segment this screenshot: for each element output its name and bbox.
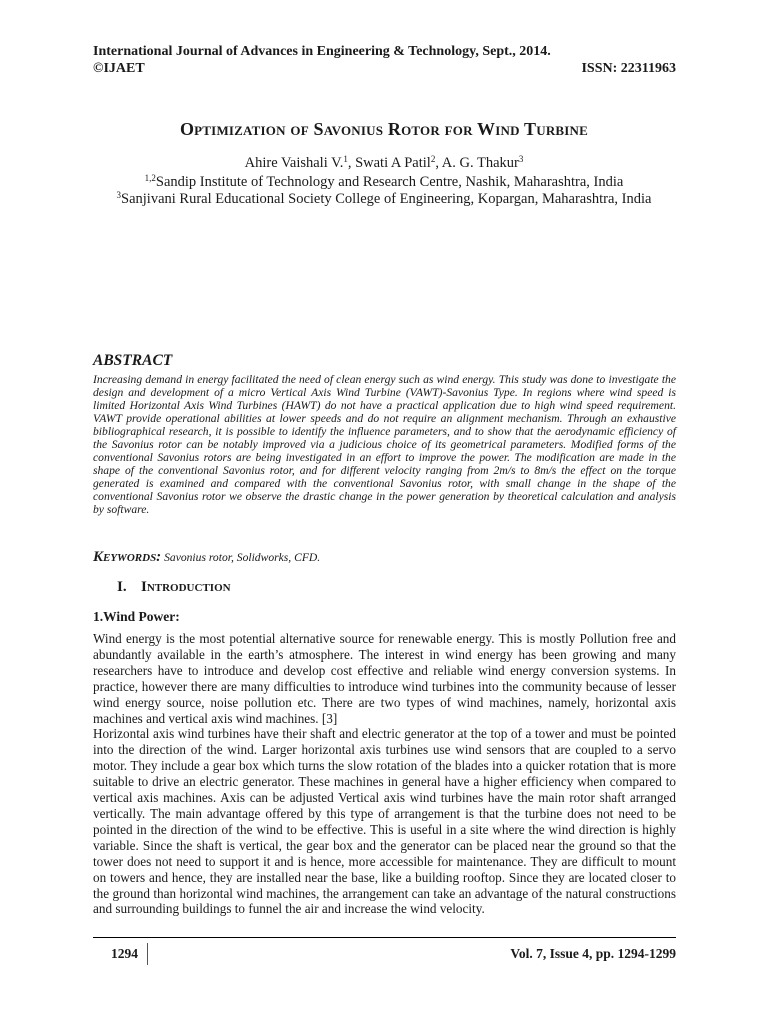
affiliation-marker: 3 [116,190,122,200]
author-affil-marker: 3 [518,154,524,164]
affiliation-text: Sandip Institute of Technology and Research Centre, Nashik, Maharashtra, India [155,174,624,190]
author-name: Swati A Patil [355,155,431,171]
author-affil-marker: 1 [343,154,348,164]
subsection-heading: 1.Wind Power: [93,609,180,624]
affiliation-text: Sanjivani Rural Educational Society College of Engineering, Kopargan, Maharashtra, India [121,191,652,207]
issn-label: ISSN: 22311963 [581,61,676,76]
footer-rule [93,937,676,938]
abstract-text: Increasing demand in energy facilitated the need of clean energy such as wind energy. This study was done to investigate the design and development of a micro Vertical Axis Wind Turbine (VAWT)-Savonius Type. In regions where wind speed is limited Horizontal Axis Wind Turbines (HAWT) do not have a practical application due to high wind speed requirement. VAWT provide operational abilities at lower speeds and do not require an alignment mechanism. Through an exhaustive bibliographical research, it is possible to identify the influence parameters, and to show that the aerodynamic efficiency of the Savonius rotor can be notably improved via a judicious choice of its geometrical parameters. Modified forms of the conventional Savonius rotors are being investigated in an effort to improve the power. The modification are made in the shape of the conventional Savonius rotor, and for different velocity ranging from 2m/s to 8m/s the effect on the torque generated is examined and compared with the conventional Savonius rotor, with small change in the shape of the conventional Savonius rotor we observe the drastic change in the power generation by theoretical calculation and analysis by software. [93,373,676,516]
affiliation-marker: 1,2 [144,173,156,183]
page-footer [93,945,676,965]
affiliation [0,191,768,208]
paragraph: Wind energy is the most potential alternative source for renewable energy. This is mostly Pollution free and abundantly available in the earth’s atmosphere. The interest in wind energy has been growing and many researchers have to introduce and develop cost effective and reliable wind energy conversion systems. In practice, however there are many difficulties to introduce wind turbines into the community because of lesser wind energy source, noise pollution etc. There are two types of wind machines, namely, horizontal axis machines and vertical axis wind machines. [3] [93,631,676,726]
affiliation [0,174,768,191]
body-text [93,631,676,917]
author-list [0,155,768,172]
abstract-heading: ABSTRACT [93,352,173,369]
author-name: Ahire Vaishali V. [244,155,344,171]
copyright-label: ©IJAET [93,61,145,76]
section-number: I. [117,579,127,595]
keywords-label: Keywords: [93,549,162,565]
paper-title: Optimization of Savonius Rotor for Wind Turbine [179,119,589,139]
author-separator: , [435,155,442,171]
paragraph: Horizontal axis wind turbines have their shaft and electric generator at the top of a tower and must be pointed into the direction of the wind. Larger horizontal axis turbines use wind sensors that are coupled to a servo motor. They include a gear box which turns the slow rotation of the blades into a quicker rotation that is more suitable to drive an electric generator. These machines in general have a higher efficiency when compared to vertical axis machines. Axis can be adjusted Vertical axis wind turbines have the main rotor shaft arranged vertically. The main advantage offered by this type of arrangement is that the turbine does not need to be pointed in the direction of the wind to be effective. This is useful in a site where the wind direction is highly variable. Since the shaft is vertical, the gear box and the generator can be placed near the ground so that the tower does not need to support it and is hence, more accessible for maintenance. They are difficult to mount on towers and hence, they are installed near the base, like a building rooftop. Since they are located closer to the ground than horizontal wind machines, the arrangement can take an advantage of the natural constructions and surrounding buildings to funnel the air and increase the wind velocity. [93,726,676,917]
footer-divider [147,943,148,965]
section-title: Introduction [141,579,231,595]
author-separator: , [347,155,356,171]
keywords-text: Savonius rotor, Solidworks, CFD. [164,551,321,564]
author-affil-marker: 2 [430,154,436,164]
volume-info: Vol. 7, Issue 4, pp. 1294-1299 [510,946,676,961]
page-number: 1294 [111,946,138,961]
section-heading [117,579,231,596]
keywords-line [93,549,676,566]
author-name: A. G. Thakur [441,155,519,171]
journal-header-meta [93,60,676,77]
journal-header: International Journal of Advances in Engineering & Technology, Sept., 2014. [93,44,551,59]
